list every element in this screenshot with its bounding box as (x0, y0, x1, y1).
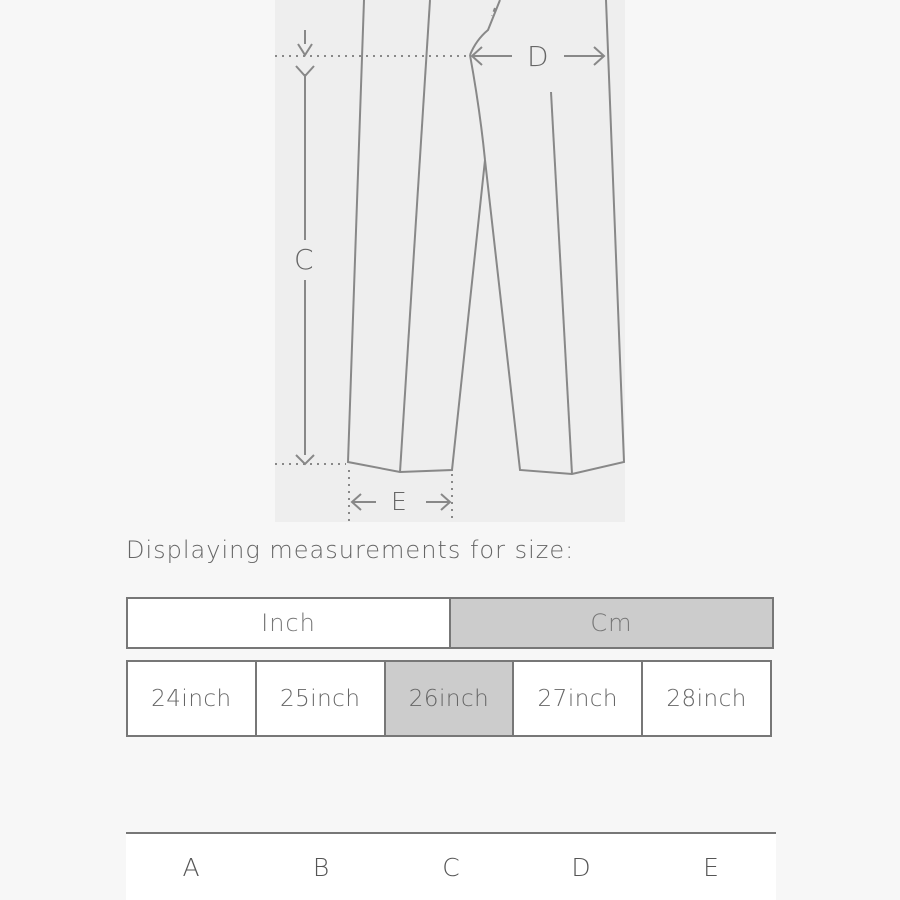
size-28-button[interactable]: 28inch (643, 662, 770, 735)
table-header-b: B (312, 852, 330, 882)
unit-toggle (126, 597, 774, 649)
label-d: D (527, 40, 549, 73)
size-caption: Displaying measurements for size: (126, 536, 575, 564)
table-header-c: C (442, 852, 460, 882)
table-header-d: D (571, 852, 591, 882)
size-24-button[interactable]: 24inch (128, 662, 257, 735)
size-27-button[interactable]: 27inch (514, 662, 643, 735)
label-c: C (294, 243, 314, 276)
size-selector (126, 660, 772, 737)
size-26-button[interactable]: 26inch (386, 662, 515, 735)
table-header-e: E (703, 852, 719, 882)
table-header-a: A (182, 852, 200, 882)
unit-inch-button[interactable]: Inch (126, 597, 451, 649)
diagram-background (275, 0, 625, 522)
label-e: E (391, 487, 407, 516)
unit-cm-button[interactable]: Cm (451, 597, 774, 649)
measurement-table-header (126, 832, 776, 900)
size-25-button[interactable]: 25inch (257, 662, 386, 735)
